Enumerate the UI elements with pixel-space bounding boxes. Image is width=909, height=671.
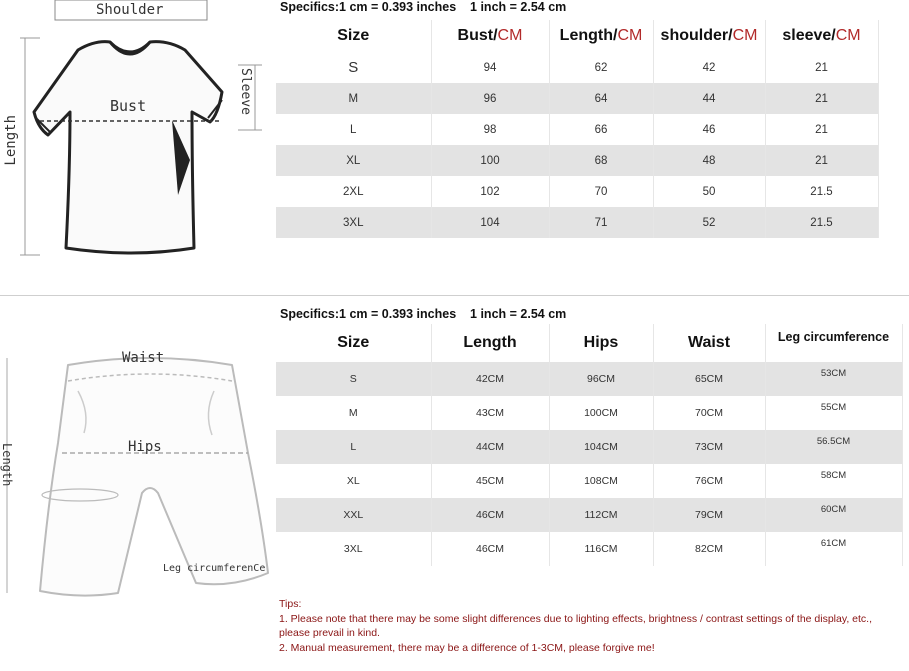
tshirt-diagram <box>0 0 278 262</box>
table-row <box>276 532 902 566</box>
size-cell: 3XL <box>276 207 431 238</box>
measurement-cell: 112CM <box>549 498 653 532</box>
measurement-cell: 96CM <box>549 362 653 396</box>
tshirt-column-header <box>276 20 431 52</box>
size-cell: M <box>276 83 431 114</box>
tshirt-column-header <box>653 20 765 52</box>
measurement-cell: 42 <box>653 52 765 83</box>
measurement-cell: 45CM <box>431 464 549 498</box>
size-cell: 3XL <box>276 532 431 566</box>
measurement-cell: 73CM <box>653 430 765 464</box>
shorts-specifics: Specifics:1 cm = 0.393 inches 1 inch = 2.54 cm <box>280 307 567 321</box>
table-row <box>276 207 878 238</box>
measurement-cell: 55CM <box>765 396 902 430</box>
shorts-size-table <box>276 324 903 566</box>
measurement-cell: 44CM <box>431 430 549 464</box>
size-cell: 2XL <box>276 176 431 207</box>
table-row <box>276 362 902 396</box>
measurement-cell: 76CM <box>653 464 765 498</box>
column-header-name: Size <box>337 27 370 44</box>
measurement-cell: 21 <box>765 52 878 83</box>
measurement-cell: 108CM <box>549 464 653 498</box>
measurement-cell: 58CM <box>765 464 902 498</box>
shoulder-label: Shoulder <box>96 2 164 18</box>
shorts-column-header: Waist <box>653 324 765 362</box>
measurement-cell: 68 <box>549 145 653 176</box>
shorts-column-header: Length <box>431 324 549 362</box>
shorts-column-header: Hips <box>549 324 653 362</box>
table-row <box>276 176 878 207</box>
tips-line-2: 2. Manual measurement, there may be a difference of 1-3CM, please forgive me! <box>279 641 655 654</box>
table-row <box>276 52 878 83</box>
measurement-cell: 96 <box>431 83 549 114</box>
measurement-cell: 62 <box>549 52 653 83</box>
tshirt-size-table <box>276 20 879 238</box>
waist-label: Waist <box>122 350 165 366</box>
measurement-cell: 104 <box>431 207 549 238</box>
measurement-cell: 42CM <box>431 362 549 396</box>
bust-label: Bust <box>110 97 147 115</box>
measurement-cell: 82CM <box>653 532 765 566</box>
table-row <box>276 430 902 464</box>
measurement-cell: 43CM <box>431 396 549 430</box>
tips-line-1: 1. Please note that there may be some slight differences due to lighting effects, brightness / contrast settings of the display, etc., please prevail in kind. <box>279 612 873 639</box>
column-header-name: sleeve/ <box>782 27 836 44</box>
size-cell: L <box>276 114 431 145</box>
shorts-column-header: Size <box>276 324 431 362</box>
measurement-cell: 104CM <box>549 430 653 464</box>
tshirt-header-row <box>276 20 878 52</box>
size-cell: S <box>276 362 431 396</box>
measurement-cell: 46 <box>653 114 765 145</box>
measurement-cell: 21 <box>765 83 878 114</box>
measurement-cell: 64 <box>549 83 653 114</box>
measurement-cell: 48 <box>653 145 765 176</box>
measurement-cell: 100 <box>431 145 549 176</box>
column-header-unit: CM <box>617 27 643 44</box>
measurement-cell: 53CM <box>765 362 902 396</box>
measurement-cell: 60CM <box>765 498 902 532</box>
tips-title: Tips: <box>279 598 302 610</box>
table-row <box>276 498 902 532</box>
column-header-name: Length/ <box>559 27 618 44</box>
measurement-cell: 21 <box>765 114 878 145</box>
measurement-cell: 79CM <box>653 498 765 532</box>
measurement-cell: 94 <box>431 52 549 83</box>
measurement-cell: 21.5 <box>765 176 878 207</box>
size-cell: L <box>276 430 431 464</box>
size-cell: S <box>276 52 431 83</box>
column-header-unit: CM <box>732 27 758 44</box>
section-divider <box>0 295 909 296</box>
measurement-cell: 21.5 <box>765 207 878 238</box>
size-cell: XL <box>276 145 431 176</box>
measurement-cell: 70 <box>549 176 653 207</box>
measurement-cell: 102 <box>431 176 549 207</box>
measurement-cell: 52 <box>653 207 765 238</box>
column-header-name: Bust/ <box>457 27 498 44</box>
measurement-cell: 61CM <box>765 532 902 566</box>
measurement-cell: 70CM <box>653 396 765 430</box>
column-header-unit: CM <box>497 27 523 44</box>
measurement-cell: 71 <box>549 207 653 238</box>
measurement-cell: 56.5CM <box>765 430 902 464</box>
tips-block <box>279 597 899 655</box>
shorts-header-row <box>276 324 902 362</box>
tshirt-table-body <box>276 52 878 238</box>
measurement-cell: 50 <box>653 176 765 207</box>
size-cell: XXL <box>276 498 431 532</box>
shorts-length-label: Length <box>0 443 14 487</box>
table-row <box>276 145 878 176</box>
shorts-table-body <box>276 362 902 566</box>
measurement-cell: 46CM <box>431 498 549 532</box>
table-row <box>276 464 902 498</box>
measurement-cell: 65CM <box>653 362 765 396</box>
tshirt-drawing <box>0 0 278 262</box>
leg-circumference-label: Leg circumferenCe <box>163 563 266 574</box>
table-row <box>276 114 878 145</box>
table-row <box>276 83 878 114</box>
column-header-unit: CM <box>835 27 861 44</box>
tshirt-column-header <box>431 20 549 52</box>
length-label: Length <box>3 115 19 166</box>
tshirt-column-header <box>549 20 653 52</box>
tshirt-column-header <box>765 20 878 52</box>
shorts-column-header: Leg circumference <box>765 324 902 362</box>
table-row <box>276 396 902 430</box>
sleeve-label: Sleeve <box>238 68 253 115</box>
size-cell: XL <box>276 464 431 498</box>
measurement-cell: 46CM <box>431 532 549 566</box>
tshirt-specifics: Specifics:1 cm = 0.393 inches 1 inch = 2.54 cm <box>280 0 567 14</box>
measurement-cell: 44 <box>653 83 765 114</box>
measurement-cell: 66 <box>549 114 653 145</box>
measurement-cell: 98 <box>431 114 549 145</box>
shorts-diagram <box>0 303 278 603</box>
tshirt-size-panel <box>0 0 909 262</box>
measurement-cell: 100CM <box>549 396 653 430</box>
size-cell: M <box>276 396 431 430</box>
hips-label: Hips <box>128 439 162 455</box>
measurement-cell: 116CM <box>549 532 653 566</box>
measurement-cell: 21 <box>765 145 878 176</box>
column-header-name: shoulder/ <box>660 27 733 44</box>
